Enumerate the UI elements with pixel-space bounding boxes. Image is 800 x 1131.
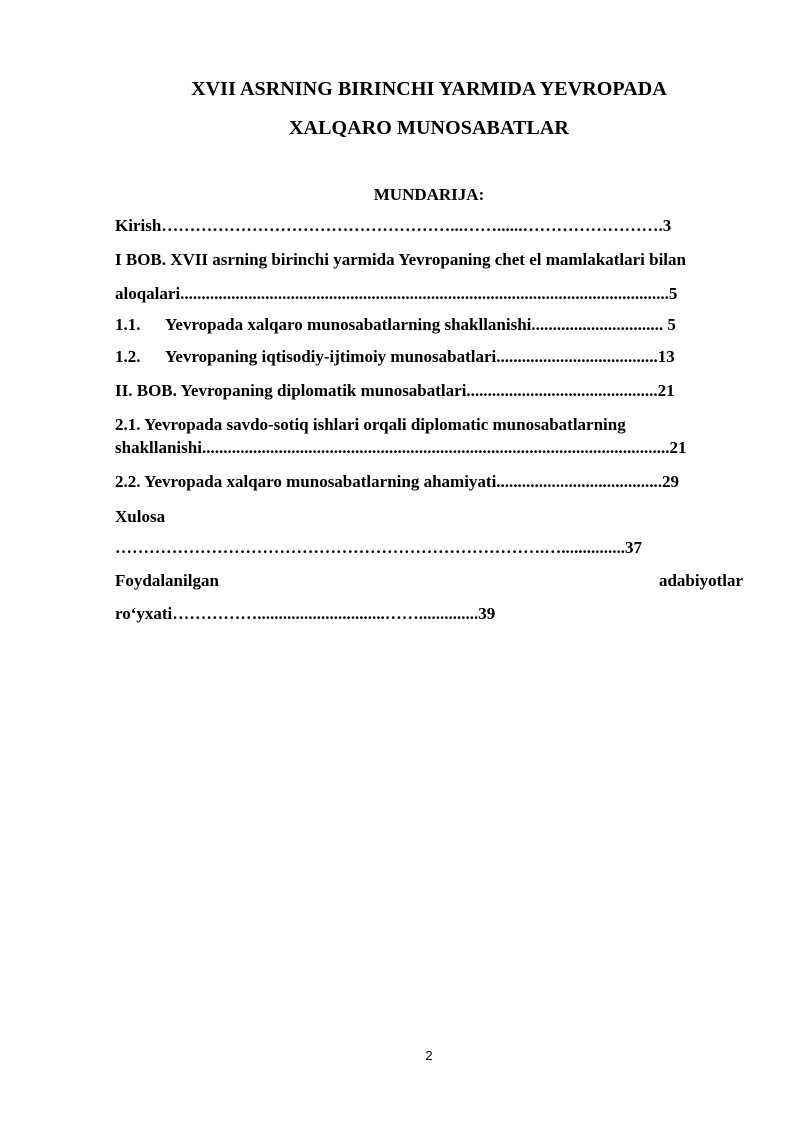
toc-entry-references-line-1 bbox=[115, 571, 743, 591]
toc-entry-section-2-1-line-2: shakllanishi..............................................................................................................21 bbox=[115, 438, 687, 457]
toc-entry-conclusion-label: Xulosa bbox=[115, 507, 166, 526]
toc-entry-chapter-2: II. BOB. Yevropaning diplomatik munosabatlari.............................................21 bbox=[115, 381, 675, 400]
references-word-1: Foydalanilgan bbox=[115, 571, 219, 590]
toc-entry-references-line-2: ro‘yxati……………..............................……..............39 bbox=[115, 604, 496, 623]
section-title: Yevropada xalqaro munosabatlarning shakllanishi............................... 5 bbox=[165, 315, 676, 334]
references-word-2: adabiyotlar bbox=[658, 571, 743, 590]
page-number: 2 bbox=[425, 1048, 433, 1063]
toc-entry-chapter-1-line-1: I BOB. XVII asrning birinchi yarmida Yevropaning chet el mamlakatlari bilan bbox=[115, 250, 686, 269]
document-title-line-2: XALQARO MUNOSABATLAR bbox=[289, 117, 569, 139]
section-number: 1.1. bbox=[115, 315, 141, 334]
document-title-line-1: XVII ASRNING BIRINCHI YARMIDA YEVROPADA bbox=[191, 78, 667, 100]
toc-entry-section-2-1-line-1: 2.1. Yevropada savdo-sotiq ishlari orqali diplomatic munosabatlarning bbox=[115, 415, 626, 434]
toc-entry-section-1-2 bbox=[115, 347, 675, 367]
section-number: 1.2. bbox=[115, 347, 141, 366]
toc-entry-section-1-1 bbox=[115, 315, 676, 335]
section-title: Yevropaning iqtisodiy-ijtimoiy munosabatlari......................................13 bbox=[165, 347, 675, 366]
toc-entry-chapter-1-line-2: aloqalari...................................................................................................................5 bbox=[115, 284, 678, 303]
toc-entry-introduction: Kirish……………………………………………...……......…………………….3 bbox=[115, 216, 672, 235]
toc-heading: MUNDARIJA: bbox=[373, 185, 485, 204]
toc-entry-conclusion-page: ………………………………………………………………….…...............37 bbox=[115, 538, 642, 557]
toc-entry-section-2-2: 2.2. Yevropada xalqaro munosabatlarning ahamiyati.......................................29 bbox=[115, 472, 680, 491]
